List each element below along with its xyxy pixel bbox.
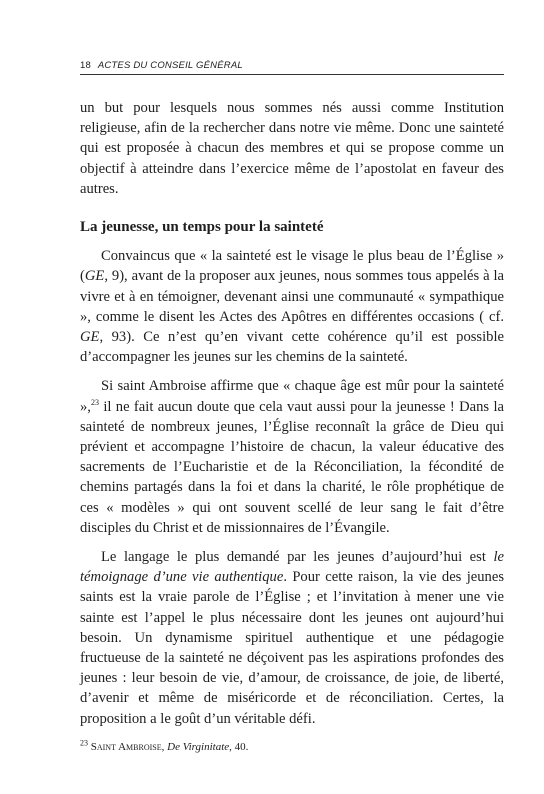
footnote-author: Saint Ambroise <box>90 741 162 753</box>
footnote-work: De Virginitate <box>167 741 230 753</box>
text-run: , 9), avant de la proposer aux jeunes, nous sommes tous appelés à la vivre et à en témoigner, devenant ainsi une communauté « sympathique », comme le disent les Actes des Apôtres en différentes occasions ( cf. <box>80 268 504 325</box>
running-header <box>80 60 504 71</box>
paragraph-langage <box>80 547 504 729</box>
text-run: Si saint Ambroise affirme que « chaque âge est mûr pour la sainteté », <box>80 378 504 415</box>
text-run: , 93). Ce n’est qu’en vivant cette cohérence qu’il est possible d’accompagner les jeunes sur les chemins de la sainteté. <box>80 329 504 366</box>
text-run: il ne fait aucun doute que cela vaut aussi pour la jeunesse ! Dans la sainteté de nombreux jeunes, l’Église reconnaît la grâce de Dieu qui prévient et accompagne l’histoire de chacun, la valeur éducative des sacrements de l’Eucharistie et de la Réconciliation, la fécondité de chemins partagés dans la foi et dans la charité, le rôle prophétique de ces « modèles » qui ont souvent scellé de leur sang le fait d’être disciples du Christ et de missionnaires de l’Évangile. <box>80 398 504 536</box>
page-number: 18 <box>80 60 91 71</box>
section-heading: La jeunesse, un temps pour la sainteté <box>80 219 324 236</box>
emphasis-text: le témoignage d’une vie authentique <box>80 549 504 586</box>
footnote-number: 23 <box>80 738 88 748</box>
footnote: $^{23}$ Saint Ambroise, De Virginitate, 40. <box>80 738 249 753</box>
body-text <box>80 98 504 729</box>
paragraph-ambroise <box>80 376 504 538</box>
reference-ge: GE <box>80 329 100 346</box>
footnote-reference[interactable]: 23 <box>90 397 99 407</box>
header-divider <box>80 74 504 75</box>
running-title: ACTES DU CONSEIL GÉNÉRAL <box>97 60 243 71</box>
footnote-locator: , 40. <box>229 741 249 753</box>
paragraph-convaincus <box>80 246 504 367</box>
paragraph-continuation: un but pour lesquels nous sommes nés aussi comme Institution religieuse, afin de la rechercher dans notre vie même. Donc une sainteté qui est proposée à chacun des membres et qui se propose comme un objectif à atteindre dans l’exercice même de l’apostolat en faveur des autres. <box>80 100 504 197</box>
text-run: Le langage le plus demandé par les jeunes d’aujourd’hui est <box>101 549 494 566</box>
reference-ge: GE <box>84 268 105 285</box>
text-run: Convaincus que « la sainteté est le visage le plus beau de l’Église » ( <box>80 248 504 285</box>
text-run: . Pour cette raison, la vie des jeunes saints est la vraie parole de l’Église ; et l’invitation à mener une vie sainte est l’appel le plus nécessaire dont les jeunes ont aujourd’hui besoin. Un dynamisme spirituel authentique et une pédagogie fructueuse de la sainteté ne déçoivent pas les aspirations profondes des jeunes : leur besoin de vie, d’amour, de croissance, de joie, de liberté, d’avenir et même de miséricorde et de réconciliation. Certes, la proposition a le goût d’un véritable défi. <box>80 569 504 727</box>
